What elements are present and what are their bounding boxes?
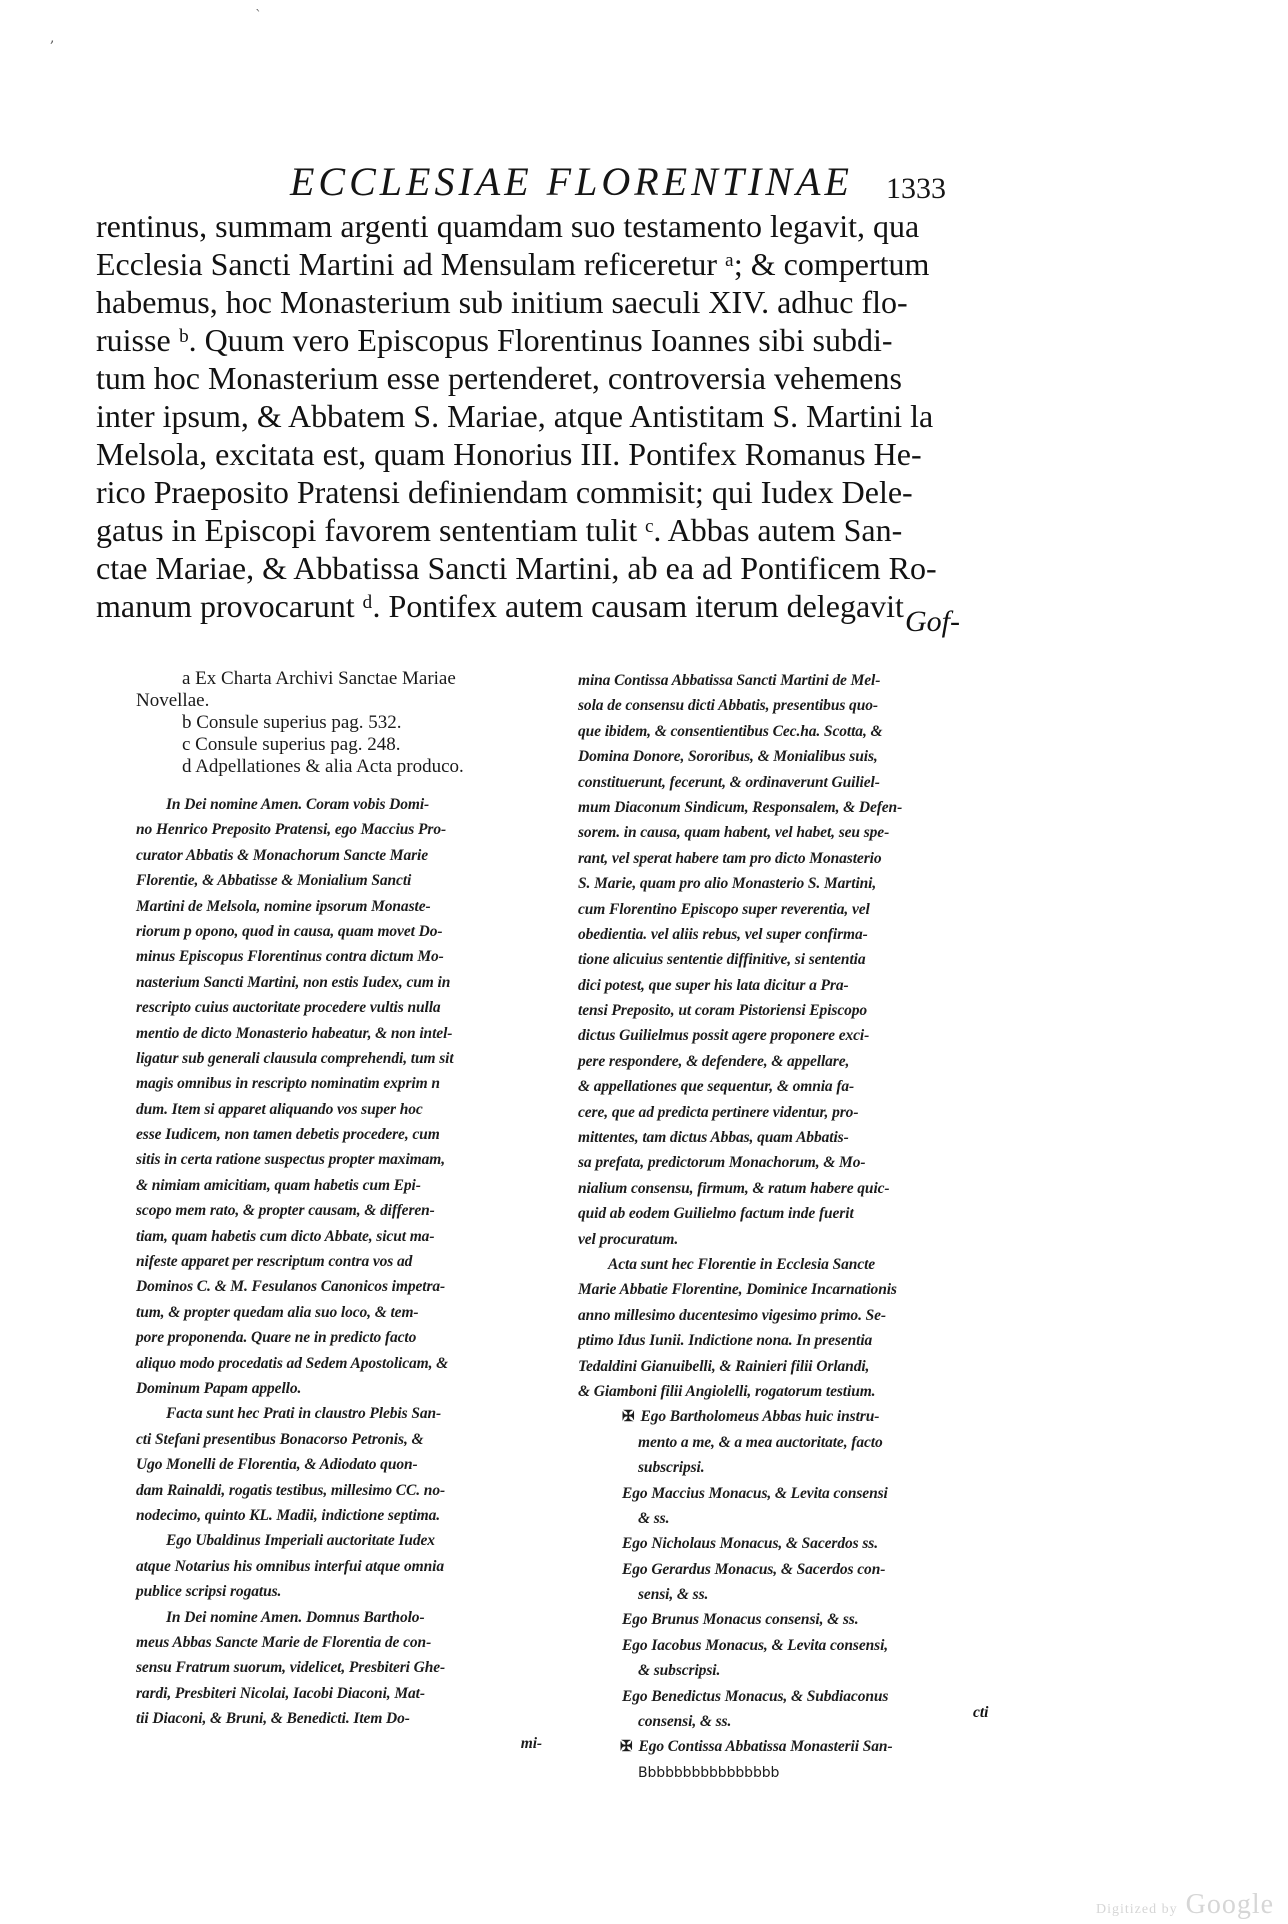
- page-number: 1333: [886, 172, 946, 205]
- margin-mark: ,: [50, 30, 55, 46]
- document-line: mum Diaconum Sindicum, Responsalem, & Defen-: [578, 798, 903, 816]
- signature-line: [578, 1481, 1012, 1506]
- document-line: constituerunt, fecerunt, & ordinaverunt Guiliel-: [578, 773, 880, 791]
- document-line: & nimiam amicitiam, quam habetis cum Epi-: [136, 1176, 421, 1194]
- signature-text: consensi, & ss.: [638, 1713, 732, 1731]
- document-line: Dominum Papam appello.: [136, 1379, 302, 1397]
- document-line: tum, & propter quedam alia suo loco, & tem-: [136, 1303, 419, 1321]
- signature-text: Ego Contissa Abbatissa Monasterii San-: [638, 1738, 893, 1756]
- cross-icon: ✠: [622, 1409, 635, 1426]
- signature-line: [578, 1404, 1012, 1429]
- document-line: mi-: [520, 1735, 542, 1753]
- document-line: tiam, quam habetis cum dicto Abbate, sicut ma-: [136, 1227, 435, 1245]
- document-line: dictus Guilielmus possit agere proponere exci-: [578, 1027, 870, 1045]
- footnotes: [136, 668, 542, 778]
- signature-line: [578, 1557, 1012, 1582]
- main-text-line: habemus, hoc Monasterium sub initium saeculi XIV. adhuc flo-: [96, 284, 908, 320]
- signature-line: [578, 1582, 1012, 1607]
- main-text-line: tum hoc Monasterium esse pertenderet, controversia vehemens: [96, 360, 902, 396]
- document-line: Facta sunt hec Prati in claustro Plebis San-: [166, 1405, 442, 1423]
- document-line: rardi, Presbiteri Nicolai, Iacobi Diaconi, Mat-: [136, 1684, 425, 1702]
- document-line: nodecimo, quinto KL. Madii, indictione septima.: [136, 1506, 441, 1524]
- document-line: Ego Ubaldinus Imperiali auctoritate Iudex: [166, 1532, 435, 1550]
- main-text-line: gatus in Episcopi favorem sententiam tulit ᶜ. Abbas autem San-: [96, 512, 903, 548]
- footnote-line: a Ex Charta Archivi Sanctae Mariae: [182, 668, 456, 689]
- signature-line: [578, 1506, 1012, 1531]
- signature-line: [578, 1430, 1012, 1455]
- signature-text: mento a me, & a mea auctoritate, facto: [638, 1433, 883, 1451]
- document-line: rant, vel sperat habere tam pro dicto Monasterio: [578, 849, 882, 867]
- signature-line: [578, 1709, 1012, 1734]
- document-line: esse Iudicem, non tamen debetis procedere, cum: [136, 1126, 440, 1144]
- document-line: cere, que ad predicta pertinere videntur, pro-: [578, 1103, 859, 1121]
- margin-mark: `: [255, 8, 262, 24]
- document-line: S. Marie, quam pro alio Monasterio S. Martini,: [578, 875, 877, 893]
- left-column: [136, 668, 542, 1757]
- document-line: nifeste apparet per rescriptum contra vos ad: [136, 1253, 413, 1271]
- document-line: ligatur sub generali clausula comprehendi, tum sit: [136, 1049, 454, 1067]
- signature-text: Ego Benedictus Monacus, & Subdiaconus: [622, 1687, 889, 1705]
- document-line: anno millesimo ducentesimo vigesimo primo. Se-: [578, 1306, 886, 1324]
- document-line: dici potest, que super his lata dicitur a Pra-: [578, 976, 849, 994]
- signature-line: [578, 1760, 1012, 1785]
- document-line: mentio de dicto Monasterio habeatur, & non intel-: [136, 1024, 453, 1042]
- signature-text: subscripsi.: [638, 1459, 705, 1477]
- document-line: tione alicuius sententie diffinitive, si sententia: [578, 951, 866, 969]
- signature-line: [578, 1455, 1012, 1480]
- document-line: scopo mem rato, & propter causam, & differen-: [136, 1202, 435, 1220]
- document-line: sensu Fratrum suorum, videlicet, Presbiteri Ghe-: [136, 1659, 446, 1677]
- document-line: nasterium Sancti Martini, non estis Iudex, cum in: [136, 973, 451, 991]
- document-line: rescripto cuius auctoritate procedere vultis nulla: [136, 999, 441, 1017]
- document-line: cti Stefani presentibus Bonacorso Petronis, &: [136, 1430, 424, 1448]
- signature-line: [578, 1684, 1012, 1709]
- signature-text: & ss.: [638, 1509, 670, 1527]
- document-line: In Dei nomine Amen. Coram vobis Domi-: [166, 796, 430, 813]
- signature-text: Ego Brunus Monacus consensi, & ss.: [622, 1611, 859, 1629]
- left-document: [136, 792, 542, 1757]
- footnote-line: d Adpellationes & alia Acta produco.: [182, 756, 464, 777]
- signatures: [578, 1404, 1012, 1785]
- running-header: [0, 158, 1288, 208]
- signature-line: [578, 1734, 1012, 1759]
- document-line: obedientia. vel aliis rebus, vel super confirma-: [578, 925, 868, 943]
- main-text-line: ruisse ᵇ. Quum vero Episcopus Florentinus Ioannes sibi subdi-: [96, 322, 893, 358]
- signature-text: Ego Gerardus Monacus, & Sacerdos con-: [622, 1560, 886, 1578]
- main-text-line: ctae Mariae, & Abbatissa Sancti Martini, ab ea ad Pontificem Ro-: [96, 550, 937, 586]
- document-line: & appellationes que sequentur, & omnia fa-: [578, 1078, 855, 1096]
- document-line: mina Contissa Abbatissa Sancti Martini de Mel-: [578, 672, 881, 689]
- document-line: atque Notarius his omnibus interfui atque omnia: [136, 1557, 444, 1575]
- document-line: pore proponenda. Quare ne in predicto facto: [136, 1329, 417, 1347]
- signature-line: [578, 1633, 1012, 1658]
- signature-text: Ego Bartholomeus Abbas huic instru-: [640, 1408, 880, 1426]
- watermark-logo: Google: [1185, 1889, 1275, 1920]
- document-line: dum. Item si apparet aliquando vos super hoc: [136, 1100, 423, 1118]
- main-text-line: rico Praeposito Pratensi definiendam commisit; qui Iudex Dele-: [96, 474, 913, 510]
- document-line: aliquo modo procedatis ad Sedem Apostolicam, &: [136, 1354, 449, 1372]
- watermark: [1096, 1889, 1274, 1921]
- footnote-line: c Consule superius pag. 248.: [182, 734, 401, 755]
- signature-text: Bbbbbbbbbbbbbbbb: [638, 1764, 780, 1781]
- signature-text: & subscripsi.: [638, 1662, 721, 1680]
- document-line: Marie Abbatie Florentine, Dominice Incarnationis: [578, 1281, 897, 1299]
- document-line: sitis in certa ratione suspectus propter maximam,: [136, 1151, 446, 1169]
- document-line: minus Episcopus Florentinus contra dictum Mo-: [136, 948, 444, 966]
- signature-text: Ego Maccius Monacus, & Levita consensi: [622, 1484, 888, 1502]
- document-line: tensi Preposito, ut coram Pistoriensi Episcopo: [578, 1002, 868, 1020]
- signature-tail: cti: [973, 1704, 989, 1721]
- document-line: Florentie, & Abbatisse & Monialium Sancti: [136, 872, 412, 890]
- right-column: [578, 668, 1012, 1785]
- document-line: curator Abbatis & Monachorum Sancte Marie: [136, 846, 429, 864]
- main-text-line: inter ipsum, & Abbatem S. Mariae, atque Antistitam S. Martini la: [96, 398, 934, 434]
- cross-icon: ✠: [620, 1739, 633, 1756]
- document-line: quid ab eodem Guilielmo factum inde fuerit: [578, 1205, 854, 1223]
- signature-text: Ego Nicholaus Monacus, & Sacerdos ss.: [622, 1535, 878, 1553]
- document-line: magis omnibus in rescripto nominatim exprim n: [136, 1075, 440, 1093]
- document-line: riorum p opono, quod in causa, quam movet Do-: [136, 922, 443, 940]
- page-title: ECCLESIAE FLORENTINAE: [290, 159, 853, 204]
- document-line: publice scripsi rogatus.: [136, 1583, 282, 1601]
- document-line: & Giamboni filii Angiolelli, rogatorum testium.: [578, 1382, 876, 1400]
- main-text-line: Melsola, excitata est, quam Honorius III. Pontifex Romanus He-: [96, 436, 922, 472]
- signature-text: sensi, & ss.: [638, 1586, 709, 1604]
- right-document: [578, 668, 1012, 1404]
- document-line: sa prefata, predictorum Monachorum, & Mo-: [578, 1154, 866, 1172]
- document-line: sorem. in causa, quam habent, vel habet, seu spe-: [578, 824, 890, 842]
- main-text-line: rentinus, summam argenti quamdam suo testamento legavit, qua: [96, 208, 920, 244]
- document-line: dam Rainaldi, rogatis testibus, millesimo CC. no-: [136, 1481, 446, 1499]
- document-line: cum Florentino Episcopo super reverentia, vel: [578, 900, 870, 918]
- document-line: nialium consensu, firmum, & ratum habere quic-: [578, 1179, 890, 1197]
- document-line: Domina Donore, Sororibus, & Monialibus suis,: [578, 748, 878, 766]
- catchword: Gof-: [905, 605, 960, 638]
- document-line: mittentes, tam dictus Abbas, quam Abbatis-: [578, 1129, 849, 1147]
- document-line: que ibidem, & consentientibus Cec.ha. Scotta, &: [578, 722, 883, 740]
- footnote-line: Novellae.: [136, 690, 210, 711]
- document-line: meus Abbas Sancte Marie de Florentia de con-: [136, 1633, 432, 1651]
- document-line: ptimo Idus Iunii. Indictione nona. In presentia: [578, 1332, 873, 1350]
- watermark-small: Digitized by: [1096, 1902, 1178, 1917]
- document-line: vel procuratum.: [578, 1230, 679, 1248]
- signature-line: [578, 1531, 1012, 1556]
- main-text-block: [96, 207, 1008, 625]
- signature-line: [578, 1607, 1012, 1632]
- signature-line: [578, 1658, 1012, 1683]
- document-line: Acta sunt hec Florentie in Ecclesia Sancte: [608, 1255, 876, 1273]
- document-line: Ugo Monelli de Florentia, & Adiodato quon-: [136, 1456, 418, 1474]
- document-line: pere respondere, & defendere, & appellare,: [578, 1052, 850, 1070]
- document-line: no Henrico Preposito Pratensi, ego Maccius Pro-: [136, 821, 447, 839]
- document-line: Dominos C. & M. Fesulanos Canonicos impetra-: [136, 1278, 446, 1296]
- main-text-line: manum provocarunt ᵈ. Pontifex autem causam iterum delegavit: [96, 588, 904, 624]
- document-line: tii Diaconi, & Bruni, & Benedicti. Item Do-: [136, 1710, 410, 1728]
- footnote-line: b Consule superius pag. 532.: [182, 712, 402, 733]
- document-line: Martini de Melsola, nomine ipsorum Monaste-: [136, 897, 431, 915]
- document-line: sola de consensu dicti Abbatis, presentibus quo-: [578, 697, 878, 715]
- document-line: In Dei nomine Amen. Domnus Bartholo-: [166, 1608, 425, 1626]
- main-text-line: Ecclesia Sancti Martini ad Mensulam reficeretur ᵃ; & compertum: [96, 246, 930, 282]
- signature-text: Ego Iacobus Monacus, & Levita consensi,: [622, 1636, 889, 1654]
- document-line: Tedaldini Gianuibelli, & Rainieri filii Orlandi,: [578, 1357, 870, 1375]
